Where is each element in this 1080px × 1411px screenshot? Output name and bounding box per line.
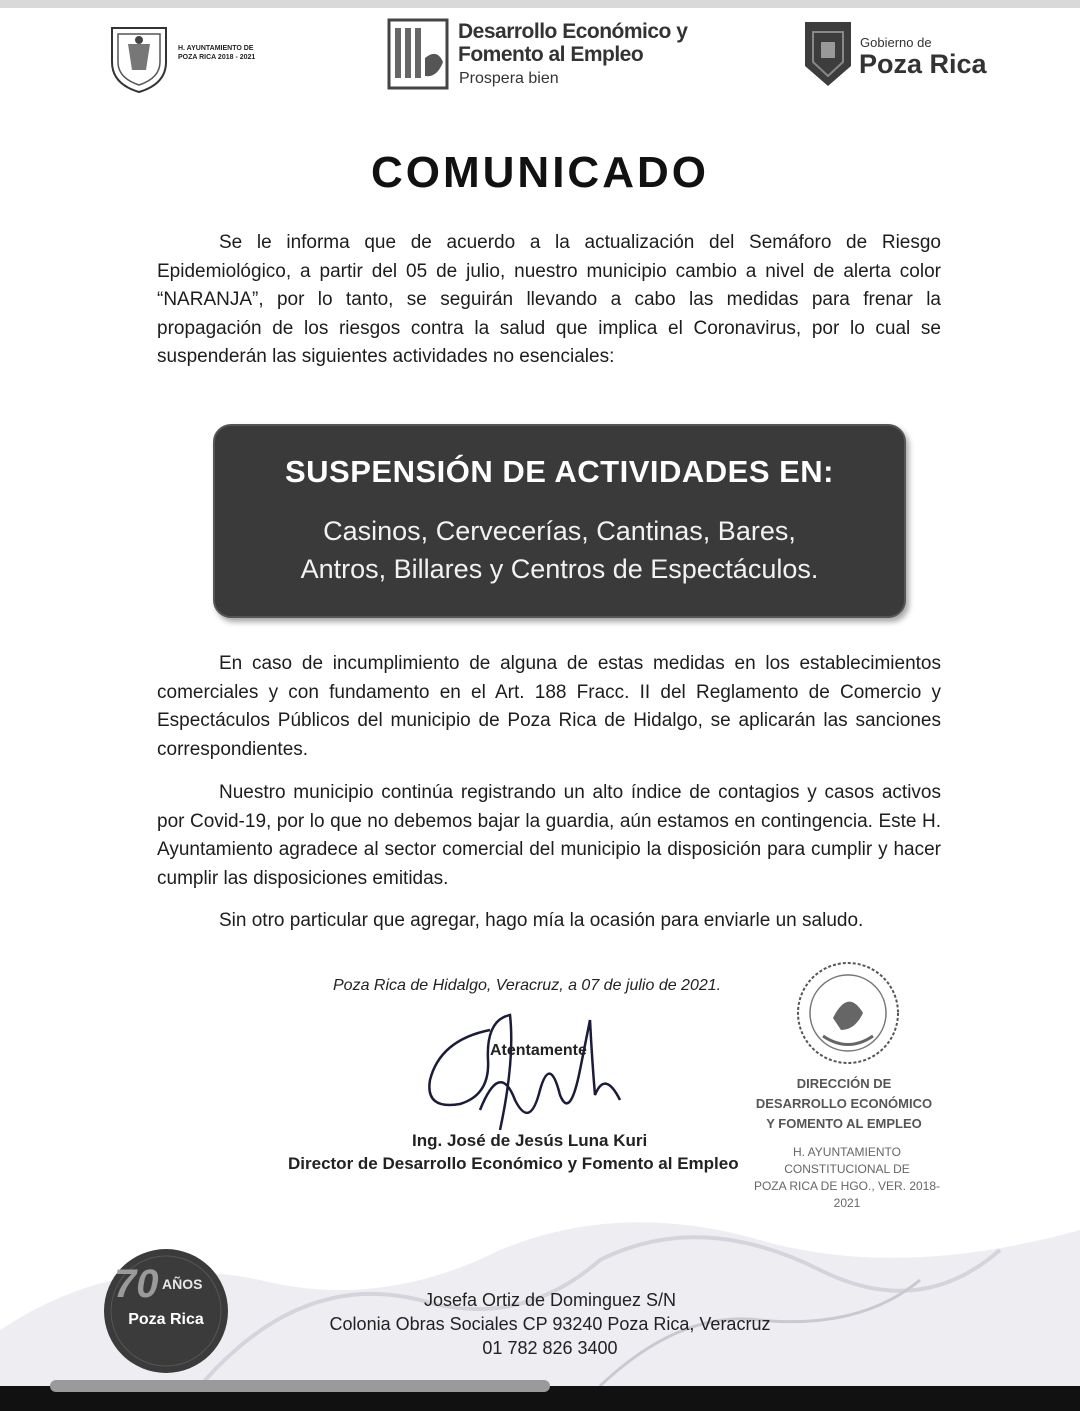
paragraph-sanctions: En caso de incumplimiento de alguna de estas medidas en los establecimientos comerciales y con fundamento en el Art. 188 Fracc. II del Reglamento de Comercio y Espectáculos Públicos del municipio de Poza Rica de Hidalgo, se aplicarán las sanciones correspondientes. [157, 653, 941, 760]
signer-name: Ing. José de Jesús Luna Kuri [412, 1131, 648, 1150]
suspension-line-2: Antros, Billares y Centros de Espectáculos. [300, 554, 819, 584]
office-stamp: H. AYUNTAMIENTO CONSTITUCIONAL DE POZA RICA DE HGO., VER. 2018-2021 [753, 1145, 941, 1210]
scroll-indicator[interactable] [50, 1380, 550, 1392]
bottom-bar [0, 1386, 1080, 1411]
paragraph-closing: Sin otro particular que agregar, hago mía la ocasión para enviarle un saludo. [219, 910, 864, 931]
top-edge [0, 0, 1080, 8]
signer-role: Director de Desarrollo Económico y Fomento al Empleo [288, 1154, 739, 1173]
place-date: Poza Rica de Hidalgo, Veracruz, a 07 de julio de 2021. [333, 977, 722, 994]
anniversary-city: Poza Rica [128, 1311, 204, 1328]
suspension-heading: SUSPENSIÓN DE ACTIVIDADES EN: [284, 454, 835, 489]
paragraph-intro: Se le informa que de acuerdo a la actualización del Semáforo de Riesgo Epidemiológico, a partir del 05 de julio, nuestro municipio cambio a nivel de alerta color “NARANJA”, por lo tanto, se seguirán llevando a cabo las medidas para frenar la propagación de los riesgos contra la salud que implica el Coronavirus, por lo cual se suspenderán las siguientes actividades no esenciales: [157, 232, 941, 367]
gobierno-shield-icon [803, 18, 853, 88]
suspension-line-1: Casinos, Cervecerías, Cantinas, Bares, [323, 516, 796, 546]
paragraph-contagion: Nuestro municipio continúa registrando un alto índice de contagios y casos activos por Covid-19, por lo que no debemos bajar la guardia, aún estamos en contingencia. Este H. Ayuntamiento agradece al sector comercial del municipio la disposición para cumplir y hacer cumplir las disposiciones emitidas. [157, 782, 941, 889]
suspension-box [213, 424, 906, 618]
phone-number: 01 782 826 3400 [482, 1338, 618, 1358]
ddefe-logo-icon [387, 18, 449, 90]
address-line-1: Josefa Ortiz de Dominguez S/N [423, 1290, 677, 1310]
gobierno-city: Poza Rica [859, 49, 987, 79]
department-stamp: DIRECCIÓN DE DESARROLLO ECONÓMICO Y FOMENTO AL EMPLEO [755, 1076, 933, 1131]
salutation: Atentamente [490, 1042, 587, 1059]
address-line-2: Colonia Obras Sociales CP 93240 Poza Rica, Veracruz [329, 1314, 771, 1334]
ddefe-tagline: Prospera bien [459, 70, 559, 87]
ayuntamiento-caption: H. AYUNTAMIENTO DE POZA RICA 2018 - 2021 [178, 45, 256, 61]
anniversary-word: AÑOS [162, 1276, 203, 1292]
page-title: COMUNICADO [371, 148, 709, 197]
national-seal-icon [793, 958, 903, 1068]
municipal-crest-icon [106, 22, 172, 96]
anniversary-number: 70 [114, 1262, 159, 1306]
signature-icon [420, 1000, 650, 1140]
gobierno-label: Gobierno de [860, 35, 932, 50]
ddefe-title: Desarrollo Económico y Fomento al Empleo [458, 20, 688, 66]
